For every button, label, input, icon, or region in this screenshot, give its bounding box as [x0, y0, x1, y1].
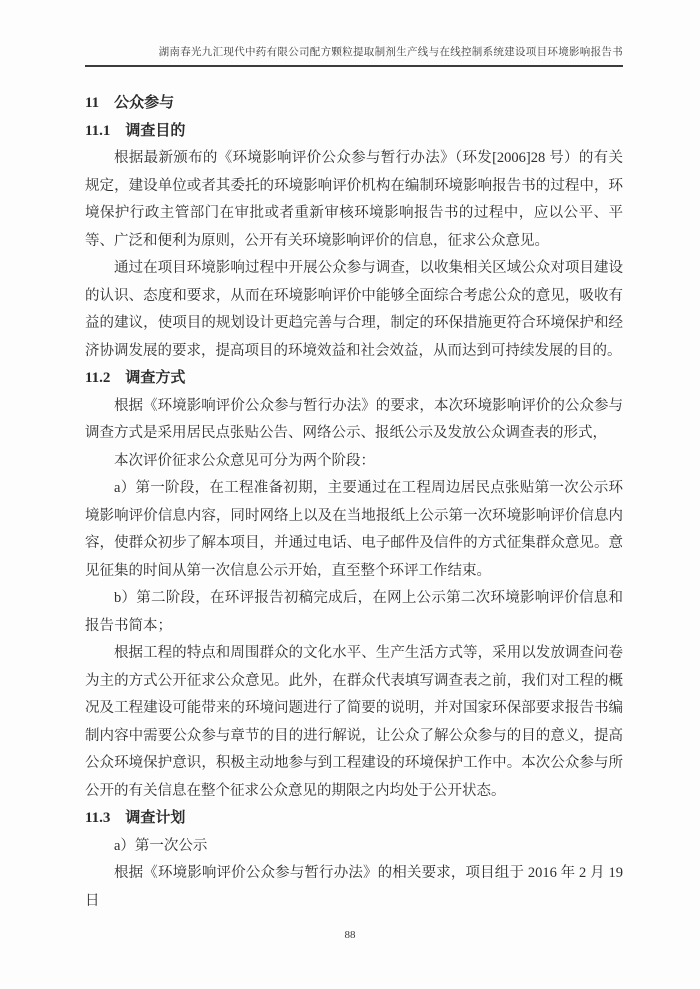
page-footer [0, 922, 700, 950]
paragraph-first-publicity-date: 根据《环境影响评价公众参与暂行办法》的相关要求，项目组于 2016 年 2 月 19 日 [85, 865, 623, 909]
paragraph-two-stages-lead: 本次评价征求公众意见可分为两个阶段： [114, 452, 375, 469]
section-heading-11: 11 公众参与 [85, 95, 175, 111]
running-header-title: 湖南春光九汇现代中药有限公司配方颗粒提取制剂生产线与在线控制系统建设项目环境影响报告书 [158, 47, 623, 58]
paragraph-first-publicity-label: a）第一次公示 [114, 837, 208, 854]
page-number: 88 [344, 929, 356, 941]
section-heading-11-1: 11.1 调查目的 [85, 122, 186, 139]
paragraph-questionnaire-method: 根据工程的特点和周围群众的文化水平、生产生活方式等，采用以发放调查问卷为主的方式公开征求公众意见。此外，在群众代表填写调查表之前，我们对工程的概况及工程建设可能带来的环境问题进行了简要的说明，并对国家环保部要求报告书编制内容中需要公众参与章节的目的进行解说，让公众了解公众参与的目的意义，提高公众环境保护意识，积极主动地参与到工程建设的环境保护工作中。本次公众参与所公开的有关信息在整个征求公众意见的期限之内均处于公开状态。 [85, 645, 623, 799]
document-body [85, 90, 623, 915]
paragraph-stage-b: b）第二阶段，在环评报告初稿完成后，在网上公示第二次环境影响评价信息和报告书简本； [85, 590, 623, 634]
section-heading-11-2: 11.2 调查方式 [85, 370, 186, 386]
paragraph-survey-purpose-2: 通过在项目环境影响过程中开展公众参与调查，以收集相关区域公众对项目建设的认识、态度和要求，从而在环境影响评价中能够全面综合考虑公众的意见，吸收有益的建议，使项目的规划设计更趋完善与合理，制定的环保措施更符合环境保护和经济协调发展的要求，提高项目的环境效益和社会效益，从而达到可持续发展的目的。 [85, 260, 623, 359]
paragraph-survey-purpose-1: 根据最新颁布的《环境影响评价公众参与暂行办法》（环发[2006]28 号）的有关规定，建设单位或者其委托的环境影响评价机构在编制环境影响报告书的过程中，环境保护行政主管部门在审批或者重新审核环境影响报告书的过程中，应以公平、平等、广泛和便利为原则，公开有关环境影响评价的信息，征求公众意见。 [85, 150, 623, 249]
paragraph-stage-a: a）第一阶段，在工程准备初期，主要通过在工程周边居民点张贴第一次公示环境影响评价信息内容，同时网络上以及在当地报纸上公示第一次环境影响评价信息内容，使群众初步了解本项目，并通过电话、电子邮件及信件的方式征集群众意见。意见征集的时间从第一次信息公示开始，直至整个环评工作结束。 [85, 480, 623, 579]
paragraph-survey-method-intro: 根据《环境影响评价公众参与暂行办法》的要求，本次环境影响评价的公众参与调查方式是采用居民点张贴公告、网络公示、报纸公示及发放公众调查表的形式， [85, 397, 623, 441]
section-heading-11-3: 11.3 调查计划 [85, 810, 186, 826]
header-divider [85, 65, 623, 67]
